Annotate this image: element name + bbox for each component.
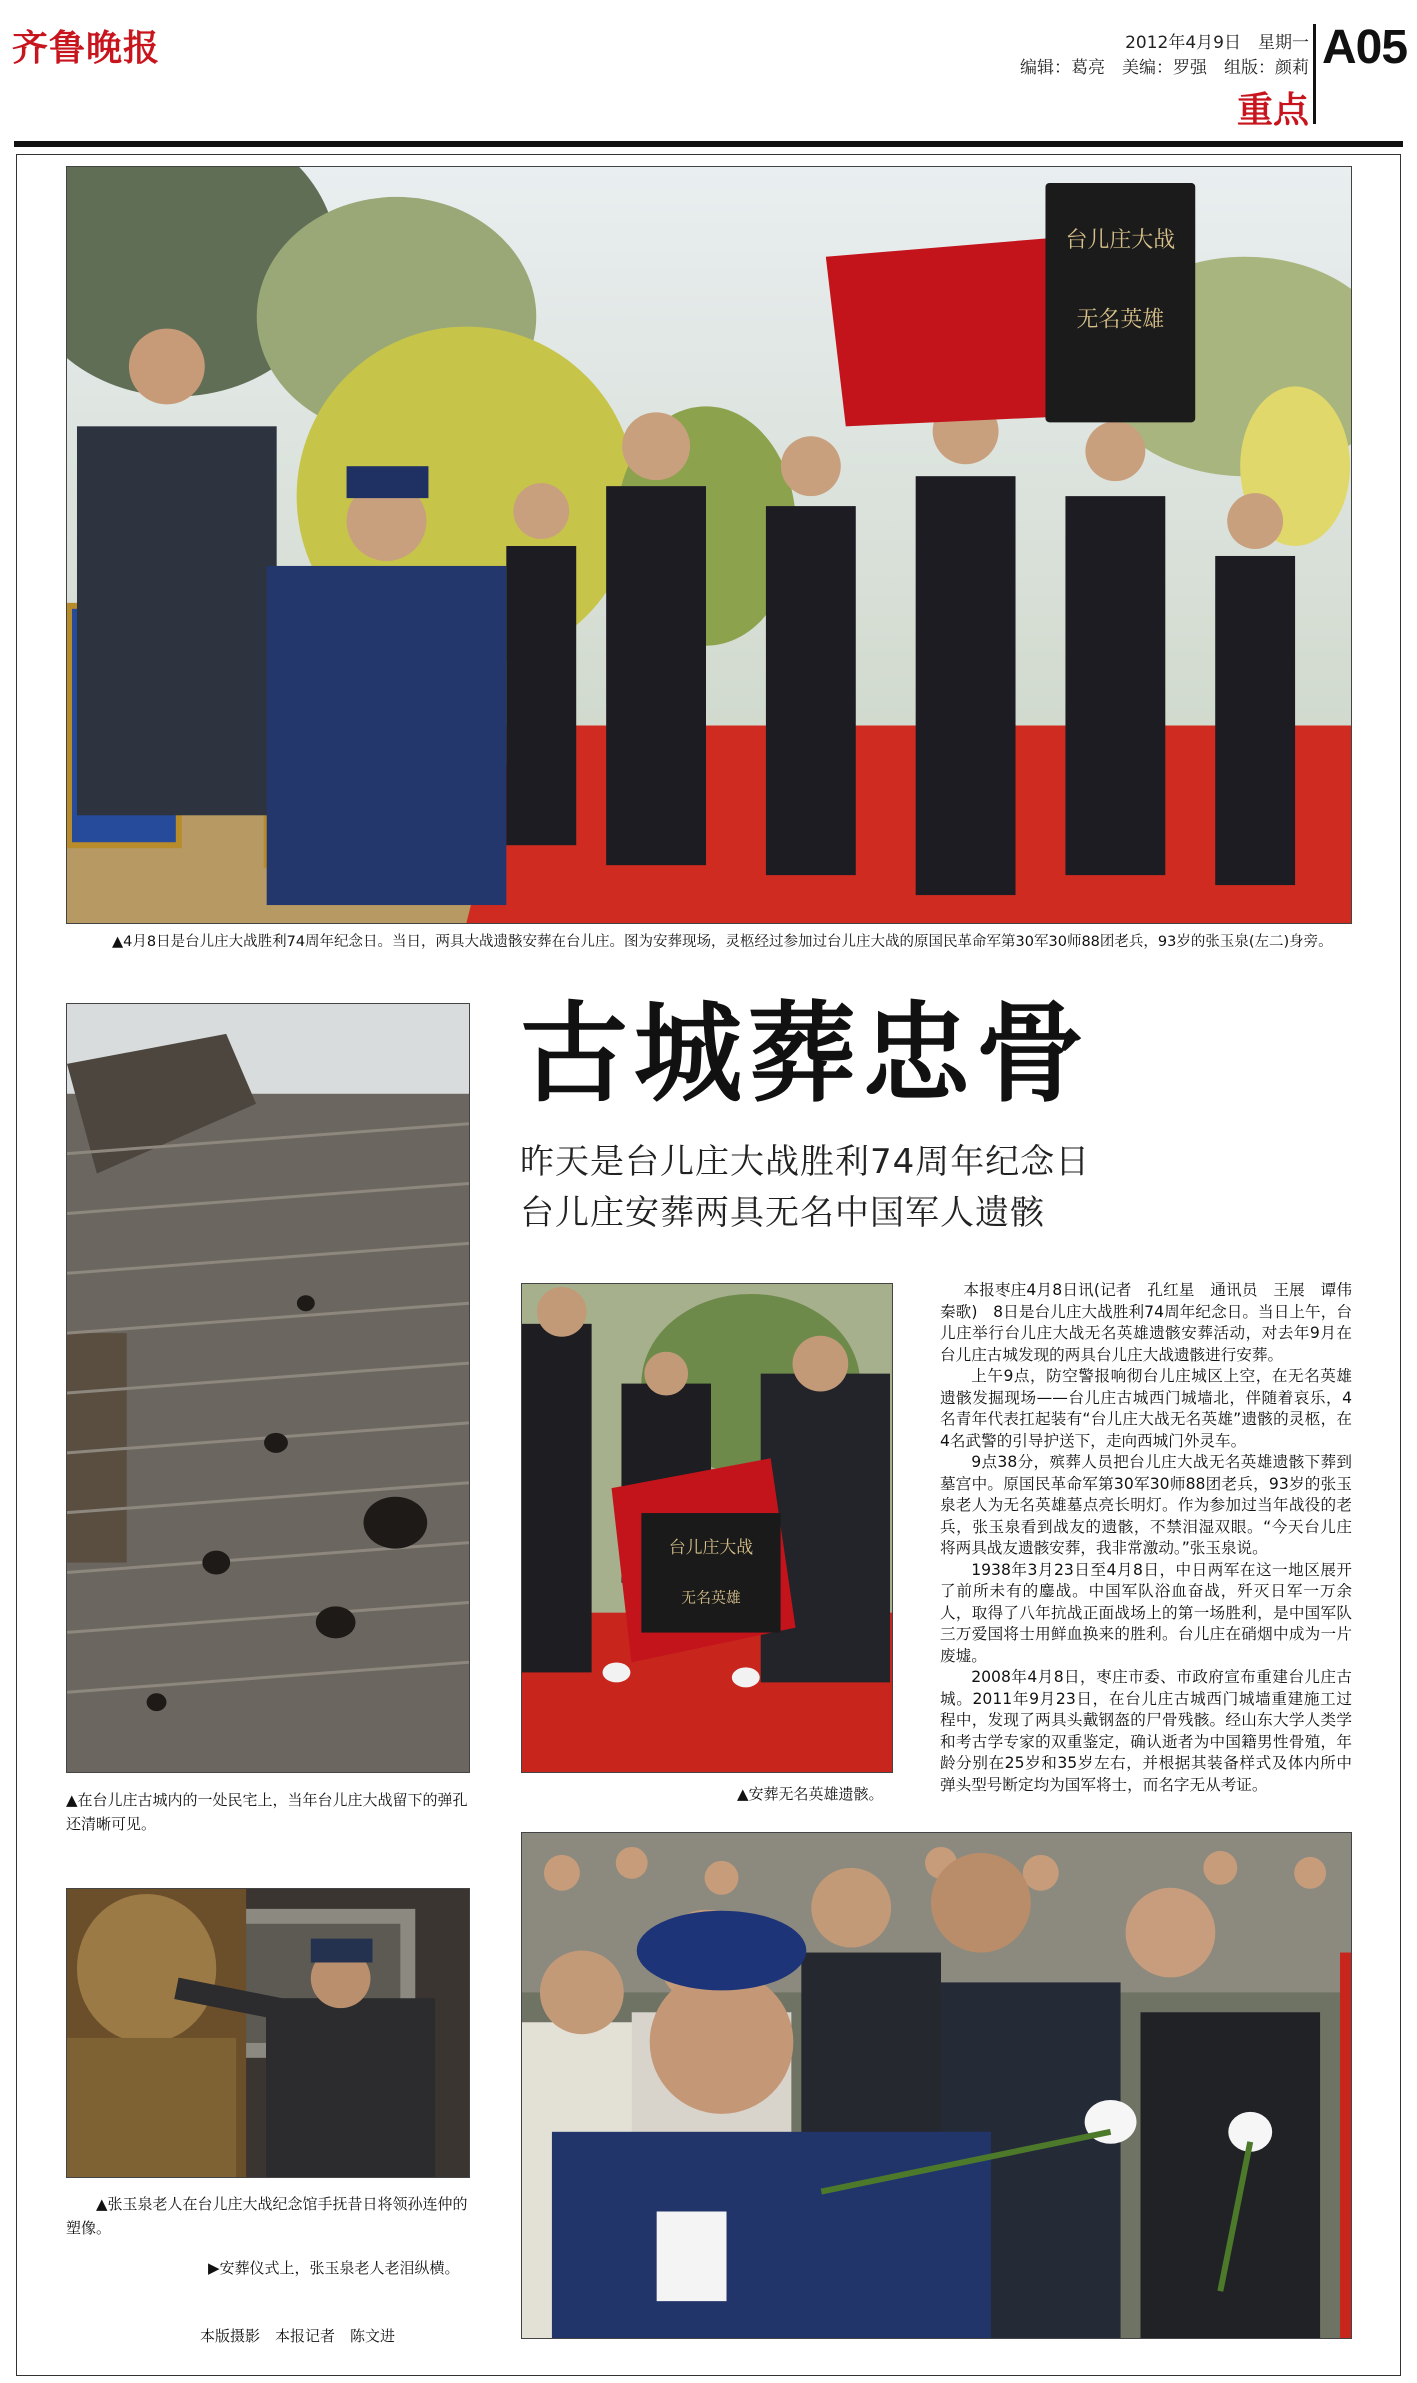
coffin-plaque-text: 无名英雄 [1076,307,1165,333]
coffin-plaque-text: 无名英雄 [681,1588,741,1607]
article-paragraph: 1938年3月23日至4月8日，中日两军在这一地区展开了前所未有的鏖战。中国军队浴血奋战，歼灭日军一万余人，取得了八年抗战正面战场上的第一场胜利，是中国军队三万爱国将士用鲜血换来的胜利。台儿庄在硝烟中成为一片废墟。 [940,1560,1352,1665]
caption-wall-photo: ▲在台儿庄古城内的一处民宅上，当年台儿庄大战留下的弹孔还清晰可见。 [66,1791,468,1833]
article-paragraph: 2008年4月8日，枣庄市委、市政府宣布重建台儿庄古城。2011年9月23日，在台儿庄古城西门城墙重建施工过程中，发现了两具头戴钢盔的尸骨残骸。经山东大学人类学和考古学专家的双重鉴定，确认逝者为中国籍男性骨殖，年龄分别在25岁和35岁左右，并根据其装备样式及体内所中弹头型号断定均为国军将士，而名字无从考证。 [940,1668,1352,1794]
page-number: A05 [1322,21,1408,74]
caption-main-photo: ▲4月8日是台儿庄大战胜利74周年纪念日。当日，两具大战遗骸安葬在台儿庄。图为安葬现场，灵柩经过参加过台儿庄大战的原国民革命军第30军30师88团老兵，93岁的张玉泉(左二)身旁。 [112,934,1333,950]
subheadline-1: 昨天是台儿庄大战胜利74周年纪念日 [520,1142,1091,1182]
photo-veteran-in-tears [521,1832,1352,2339]
issue-date: 2012年4月9日 星期一 [1125,33,1309,53]
article-paragraph: 上午9点，防空警报响彻台儿庄城区上空，在无名英雄遗骸发掘现场——台儿庄古城西门城墙北，伴随着哀乐，4名青年代表扛起装有“台儿庄大战无名英雄”遗骸的灵柩，在4名武警的引导护送下，走向西城门外灵车。 [940,1367,1352,1450]
caption-statue-photo: ▲张玉泉老人在台儿庄大战纪念馆手抚昔日将领孙连仲的塑像。 [66,2195,468,2237]
photo-bullet-holes-wall [66,1003,470,1773]
photo-statue-museum [66,1888,470,2178]
article-paragraph: 本报枣庄4月8日讯(记者 孔红星 通讯员 王展 谭伟 秦歌) 8日是台儿庄大战胜利74周年纪念日。当日上午，台儿庄举行台儿庄大战无名英雄遗骸安葬活动，对去年9月在台儿庄古城发现的两具台儿庄大战遗骸进行安葬。 [940,1281,1368,1364]
caption-tears-photo: ▶安葬仪式上，张玉泉老人老泪纵横。 [208,2259,460,2277]
editorial-staff: 编辑：葛亮 美编：罗强 组版：颜莉 [1020,58,1309,78]
header-divider [1313,24,1316,124]
headline-title: 古城葬忠骨 [520,991,1091,1117]
article-body [940,1280,1368,1796]
subheadline-2: 台儿庄安葬两具无名中国军人遗骸 [520,1193,1045,1233]
coffin-plaque-text: 台儿庄大战 [668,1536,754,1557]
section-title: 重点 [1236,90,1309,131]
main-photo-funeral-procession [66,166,1352,924]
coffin-plaque-text: 台儿庄大战 [1065,227,1176,253]
caption-burial-photo: ▲安葬无名英雄遗骸。 [737,1785,884,1803]
header-rule [14,141,1403,147]
photo-burial-coffin [521,1283,893,1773]
article-paragraph: 9点38分，殡葬人员把台儿庄大战无名英雄遗骸下葬到墓宫中。原国民革命军第30军30师88团老兵，93岁的张玉泉老人为无名英雄墓点亮长明灯。作为参加过当年战役的老兵，张玉泉看到战友的遗骸，不禁泪湿双眼。“今天台儿庄将两具战友遗骸安葬，我非常激动。”张玉泉说。 [940,1453,1352,1557]
masthead-logo: 齐鲁晚报 [12,27,161,69]
photo-credit: 本版摄影 本报记者 陈文进 [200,2327,396,2345]
